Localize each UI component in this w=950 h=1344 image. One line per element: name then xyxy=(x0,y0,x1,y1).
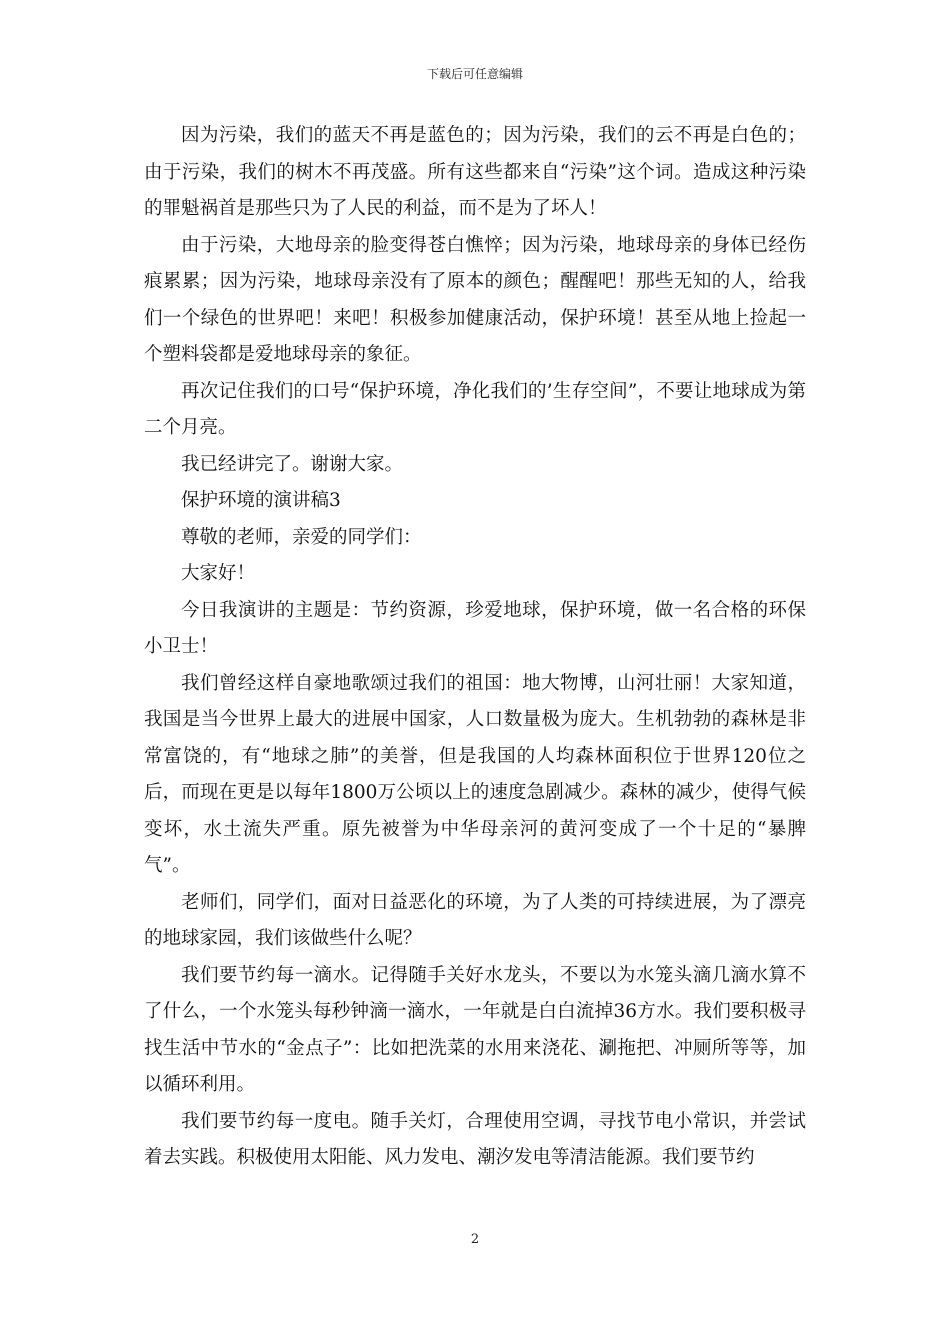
document-body xyxy=(144,118,806,1177)
paragraph: 老师们，同学们，面对日益恶化的环境，为了人类的可持续进展，为了漂亮的地球家园，我们该做些什么呢？ xyxy=(144,891,806,949)
paragraph: 再次记住我们的口号“保护环境，净化我们的’生存空间”，不要让地球成为第二个月亮。 xyxy=(144,380,806,438)
paragraph: 我们曾经这样自豪地歌颂过我们的祖国：地大物博，山河壮丽！大家知道，我国是当今世界上最大的进展中国家，人口数量极为庞大。生机勃勃的森林是非常富饶的，有“地球之肺”的美誉，但是我国的人均森林面积位于世界120位之后，而现在更是以每年1800万公顷以上的速度急剧减少。森林的减少，使得气候变坏，水土流失严重。原先被誉为中华母亲河的黄河变成了一个十足的“暴脾气”。 xyxy=(144,672,806,876)
section-title: 保护环境的演讲稿3 xyxy=(181,490,341,511)
page-number: 2 xyxy=(470,1232,480,1247)
paragraph: 我已经讲完了。谢谢大家。 xyxy=(181,453,404,475)
paragraph: 今日我演讲的主题是：节约资源，珍爱地球，保护环境，做一名合格的环保小卫士！ xyxy=(144,599,806,657)
salutation: 尊敬的老师，亲爱的同学们： xyxy=(181,526,422,548)
paragraph: 由于污染，大地母亲的脸变得苍白憔悴；因为污染，地球母亲的身体已经伤痕累累；因为污染，地球母亲没有了原本的颜色；醒醒吧！那些无知的人，给我们一个绿色的世界吧！来吧！积极参加健康活动，保护环境！甚至从地上捡起一个塑料袋都是爱地球母亲的象征。 xyxy=(144,234,806,365)
paragraph: 我们要节约每一滴水。记得随手关好水龙头，不要以为水笼头滴几滴水算不了什么，一个水笼头每秒钟滴一滴水，一年就是白白流掉36方水。我们要积极寻找生活中节水的“金点子”：比如把洗菜的水用来浇花、涮拖把、冲厕所等等，加以循环利用。 xyxy=(144,964,806,1095)
paragraph: 因为污染，我们的蓝天不再是蓝色的；因为污染，我们的云不再是白色的；由于污染，我们的树木不再茂盛。所有这些都来自“污染”这个词。造成这种污染的罪魁祸首是那些只为了人民的利益，而不是为了坏人！ xyxy=(144,125,806,219)
paragraph: 我们要节约每一度电。随手关灯，合理使用空调，寻找节电小常识，并尝试着去实践。积极使用太阳能、风力发电、潮汐发电等清洁能源。我们要节约 xyxy=(144,1110,806,1168)
greeting: 大家好！ xyxy=(181,563,256,584)
page-header-note: 下载后可任意编辑 xyxy=(426,67,523,81)
